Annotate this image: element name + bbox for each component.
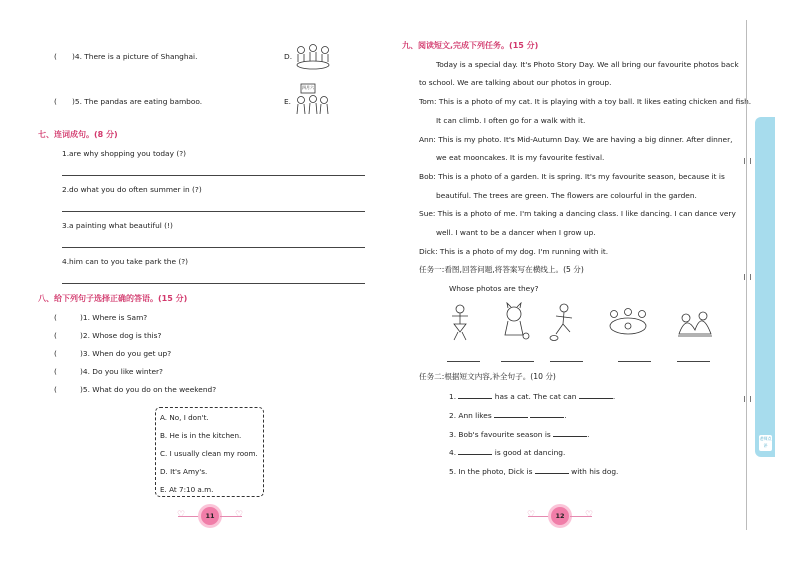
- sec8-paren[interactable]: (: [54, 349, 57, 358]
- sec8-item-2: )2. Whose dog is this?: [80, 331, 162, 340]
- teacher-comment-tab: [755, 117, 775, 457]
- sec8-item-1: )1. Where is Sam?: [80, 313, 148, 322]
- sec8-paren[interactable]: (: [54, 313, 57, 322]
- choice-e: E. At 7:10 a.m.: [160, 485, 214, 494]
- answer-line[interactable]: [62, 175, 365, 176]
- passage-line-2: to school. We are talking about our photos in group.: [419, 78, 612, 87]
- task2-item-4: [449, 448, 565, 456]
- passage-line-6: we eat mooncakes. It is my favourite festival.: [436, 153, 605, 162]
- photo-dancing-girl: [444, 302, 476, 342]
- heart-ornament-icon: ♡: [177, 510, 186, 520]
- q5-open-paren: (: [54, 97, 57, 106]
- sec8-paren[interactable]: (: [54, 385, 57, 394]
- passage-line-10: well. I want to be a dancer when I grow up.: [436, 228, 596, 237]
- picture-d-people-at-table: [293, 40, 333, 72]
- passage-line-11: Dick: This is a photo of my dog. I'm running with it.: [419, 247, 609, 256]
- task2-item-5-a: 5. In the photo, Dick is: [449, 467, 533, 476]
- sec8-paren[interactable]: (: [54, 331, 57, 340]
- answer-blank[interactable]: [501, 361, 534, 362]
- answer-choices-box: [155, 407, 264, 497]
- heart-ornament-icon: ♡: [585, 510, 594, 520]
- task-1-title: 任务一:看图,回答问题,将答案写在横线上。(5 分): [419, 265, 584, 274]
- answer-blank[interactable]: [447, 361, 480, 362]
- answer-line[interactable]: [62, 211, 365, 212]
- choice-c: C. I usually clean my room.: [160, 449, 258, 458]
- choice-b: B. He is in the kitchen.: [160, 431, 242, 440]
- fill-blank[interactable]: [494, 411, 528, 418]
- task2-item-1-a: 1.: [449, 392, 457, 401]
- vine-ornament: [528, 516, 550, 517]
- fill-blank[interactable]: [535, 467, 569, 474]
- task2-item-3: [449, 430, 589, 438]
- photo-family-dinner: [606, 306, 650, 340]
- task2-item-1-b: has a cat. The cat can: [494, 392, 577, 401]
- answer-line[interactable]: [62, 247, 365, 248]
- task2-item-4-a: 4.: [449, 448, 457, 457]
- sec8-paren[interactable]: (: [54, 367, 57, 376]
- heart-ornament-icon: ♡: [527, 510, 536, 520]
- answer-line[interactable]: [62, 283, 365, 284]
- passage-line-7: Bob: This is a photo of a garden. It is spring. It's my favourite season, because it is: [419, 172, 725, 181]
- answer-blank[interactable]: [618, 361, 651, 362]
- answer-blank[interactable]: [677, 361, 710, 362]
- task2-item-2-c: .: [564, 411, 567, 420]
- photo-garden: [676, 304, 714, 340]
- binding-tick: [744, 274, 751, 280]
- task2-item-5-b: with his dog.: [571, 467, 619, 476]
- picture-e-calendar-text: 四月六: [302, 85, 314, 90]
- vine-ornament: [178, 516, 200, 517]
- answer-blank[interactable]: [550, 361, 583, 362]
- fill-blank[interactable]: [458, 448, 492, 455]
- q4-text: )4. There is a picture of Shanghai.: [72, 52, 198, 61]
- sec7-item-3: 3.a painting what beautiful (!): [62, 221, 173, 230]
- sec8-item-5: )5. What do you do on the weekend?: [80, 385, 217, 394]
- sec8-item-4: )4. Do you like winter?: [80, 367, 163, 376]
- page-number-text: 11: [205, 512, 215, 520]
- fill-blank[interactable]: [530, 411, 567, 420]
- teacher-comment-badge: 老师点评: [759, 435, 772, 451]
- task2-item-3-a: 3. Bob's favourite season is: [449, 430, 551, 439]
- passage-line-8: beautiful. The trees are green. The flowers are colourful in the garden.: [436, 191, 697, 200]
- choice-a: A. No, I don't.: [160, 413, 209, 422]
- passage-line-1: Today is a special day. It's Photo Story Day. We all bring our favourite photos back: [436, 60, 739, 69]
- binding-tick: [744, 396, 751, 402]
- q4-open-paren: (: [54, 52, 57, 61]
- page-number-text: 12: [555, 512, 565, 520]
- task2-item-3-c: .: [587, 430, 590, 439]
- q5-text: )5. The pandas are eating bamboo.: [72, 97, 203, 106]
- q4-option-label: D.: [284, 52, 293, 61]
- task-2-title: 任务二:根据短文内容,补全句子。(10 分): [419, 372, 556, 381]
- sec7-item-1: 1.are why shopping you today (?): [62, 149, 187, 158]
- section-8-title: 八、给下列句子选择正确的答语。(15 分): [38, 294, 188, 303]
- page-number-left: [170, 502, 250, 532]
- task2-item-1-c: .: [612, 392, 616, 401]
- task2-item-2-a: 2. Ann likes: [449, 411, 492, 420]
- task-1-question: Whose photos are they?: [449, 284, 539, 293]
- sec7-item-4: 4.him can to you take park the (?): [62, 257, 189, 266]
- section-7-title: 七、连词成句。(8 分): [38, 130, 118, 139]
- passage-line-9: Sue: This is a photo of me. I'm taking a dancing class. I like dancing. I can dance very: [419, 209, 736, 218]
- fill-blank[interactable]: [458, 392, 492, 399]
- sec8-item-3: )3. When do you get up?: [80, 349, 172, 358]
- page-number-right: [520, 502, 600, 532]
- passage-line-3: Tom: This is a photo of my cat. It is playing with a toy ball. It likes eating chicken and fish.: [419, 97, 752, 106]
- task2-item-1: [449, 392, 615, 400]
- section-9-title: 九、阅读短文,完成下列任务。(15 分): [402, 41, 539, 50]
- photo-cat-with-ball: [497, 302, 531, 342]
- choice-d: D. It's Amy's.: [160, 467, 208, 476]
- task2-item-4-b: is good at dancing.: [494, 448, 566, 457]
- heart-ornament-icon: ♡: [235, 510, 244, 520]
- task2-item-2: [449, 411, 567, 419]
- q5-option-label: E.: [284, 97, 292, 106]
- passage-line-5: Ann: This is my photo. It's Mid-Autumn Day. We are having a big dinner. After dinner,: [419, 135, 733, 144]
- sec7-item-2: 2.do what you do often summer in (?): [62, 185, 202, 194]
- task2-item-5: [449, 467, 618, 475]
- binding-tick: [744, 158, 751, 164]
- fill-blank[interactable]: [579, 392, 616, 401]
- passage-line-4: It can climb. I often go for a walk with it.: [436, 116, 586, 125]
- fill-blank[interactable]: [553, 430, 590, 439]
- photo-boy-running-with-dog: [548, 302, 580, 342]
